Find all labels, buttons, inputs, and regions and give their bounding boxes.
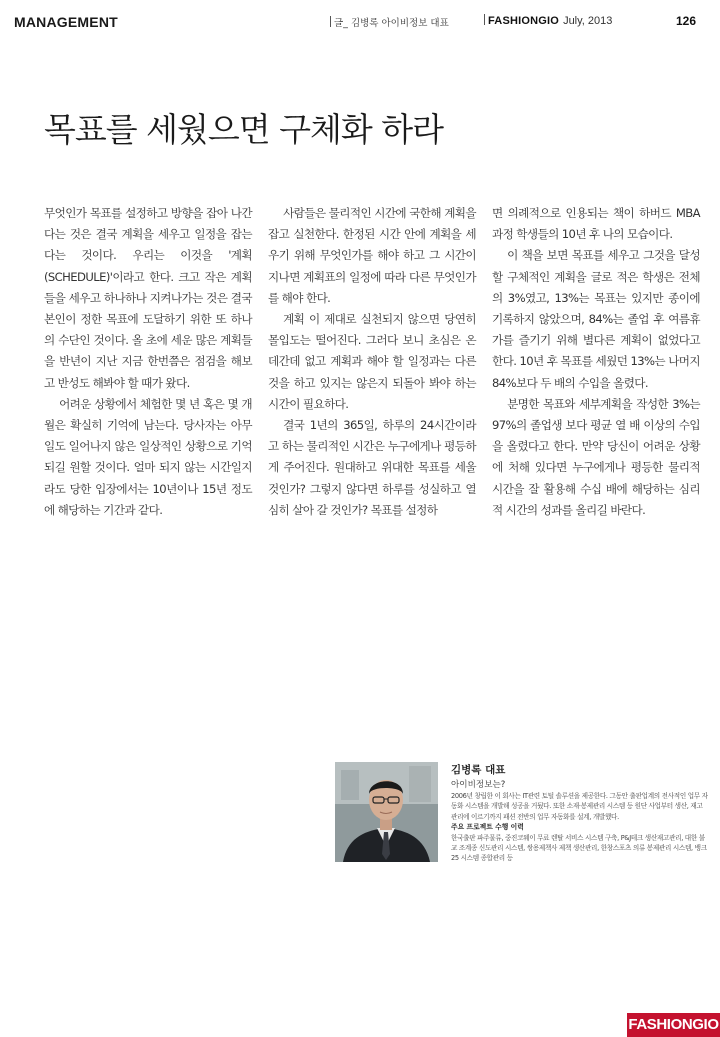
paragraph: 무엇인가 목표를 설정하고 방향을 잡아 나간다는 것은 결국 계획을 세우고 일정을 잡는다는 것이다. 우리는 이것을 '계획(SCHEDULE)'이라고 한다. 크고 작은 계획들을 세우고 하나하나 지켜나가는 것은 결국 본인이 정한 목표에 도달하기 위한 또 하나의 수단인 것이다. 올 초에 세운 많은 계획들을 반년이 지난 지금 한번쯤은 점검을 해보고 반성도 해봐야 할 때가 왔다. (44, 206, 252, 390)
projects-heading: 주요 프로젝트 수행 이력 (451, 823, 524, 832)
byline-text: 글_ 김병록 아이비정보 대표 (334, 18, 449, 29)
section-label: MANAGEMENT (14, 14, 118, 30)
author-photo (335, 762, 438, 862)
paragraph: 분명한 목표와 세부계획을 작성한 3%는 97%의 졸업생 보다 평균 열 배 이상의 수입을 올렸다고 한다. 만약 당신이 어려운 상황에 처해 있다면 누구에게나 평등한 물리적 시간을 잘 활용해 수십 배에 해당하는 심리적 시간의 성과를 올리길 바란다. (492, 396, 700, 517)
issue-date: July, 2013 (563, 15, 613, 27)
article-title: 목표를 세웠으면 구체화 하라 (44, 110, 444, 149)
page-header (14, 12, 696, 34)
author-name: 김병록 대표 (451, 764, 506, 776)
paragraph: 어려운 상황에서 체험한 몇 년 혹은 몇 개월은 확실히 기억에 남는다. 당사자는 아무 일도 일어나지 않은 일상적인 상황으로 기억되길 원할 것이다. 얼마 되지 않는 시간일지라도 당한 입장에서는 10년이나 15년 정도에 해당하는 기간과 같다. (44, 396, 252, 517)
article-body (44, 203, 700, 517)
divider (484, 14, 485, 25)
author-byline (330, 15, 449, 29)
portrait-image (335, 762, 438, 862)
projects-list: 한국출판 파주물류, 중진코웨이 무료 렌탈 서비스 시스템 구축, P&J테크 생산재고관리, 대한 불교 조계종 신도관리 시스템, 쌍용제책사 제책 생산관리, 한창스포츠 의류 봉제관리 시스템, 뱅크25 시스템 종합관리 등 (451, 833, 707, 863)
divider (330, 16, 331, 27)
article-column-2 (268, 203, 476, 521)
article-column-3 (492, 203, 700, 521)
paragraph: 결국 1년의 365일, 하루의 24시간이라고 하는 물리적인 시간은 누구에게나 평등하게 주어진다. 원대하고 위대한 목표를 세울 것인가? 그렇지 않다면 하루를 성실하고 열심히 살아 갈 것인가? 목표를 설정하 (268, 418, 476, 517)
article-column-1 (44, 203, 252, 521)
publication-name: FASHIONGIO (488, 15, 560, 27)
author-profile (335, 762, 707, 862)
fashiongio-logo: FASHIONGIO (627, 1013, 720, 1037)
publication-info (484, 14, 612, 27)
page-number: 126 (675, 14, 696, 28)
company-question: 아이비정보는? (451, 780, 506, 790)
paragraph: 사람들은 물리적인 시간에 국한해 계획을 잡고 실천한다. 한정된 시간 안에 계획을 세우기 위해 무엇인가를 해야 하고 그 시간이 지나면 계획표의 일정에 따라 다른 무엇인가를 해야 한다. (268, 206, 476, 305)
author-bio (451, 762, 709, 864)
paragraph: 이 책을 보면 목표를 세우고 그것을 달성할 구체적인 계획을 글로 적은 학생은 전체의 3%였고, 13%는 목표는 있지만 종이에 기록하지 않았으며, 84%는 졸업 후 여름휴가를 즐기기 위해 별다른 계획이 없었다고 한다. 10년 후 목표를 세웠던 13%는 나머지 84%보다 두 배의 수입을 올렸다. (492, 248, 700, 390)
paragraph: 계획 이 제대로 실천되지 않으면 당연히 몰입도는 떨어진다. 그러다 보니 초심은 온데간데 없고 계획과 해야 할 일정과는 다른 것을 하고 있지는 않은지 되돌아 봐야 하는 시간이 필요하다. (268, 312, 476, 411)
company-description: 2006년 창립한 이 회사는 IT관련 토털 솔루션을 제공한다. 그동안 출판업계의 전사적인 업무 자동화 시스템을 개발해 성공을 거뒀다. 또한 소재·봉제관리 시스템 등 원단 사업부터 생산, 재고 관리에 이르기까지 패션 전반의 업무 자동화를 설계, 개발했다. (451, 792, 708, 821)
paragraph: 면 의례적으로 인용되는 책이 하버드 MBA 과정 학생들의 10년 후 나의 모습이다. (492, 206, 700, 242)
